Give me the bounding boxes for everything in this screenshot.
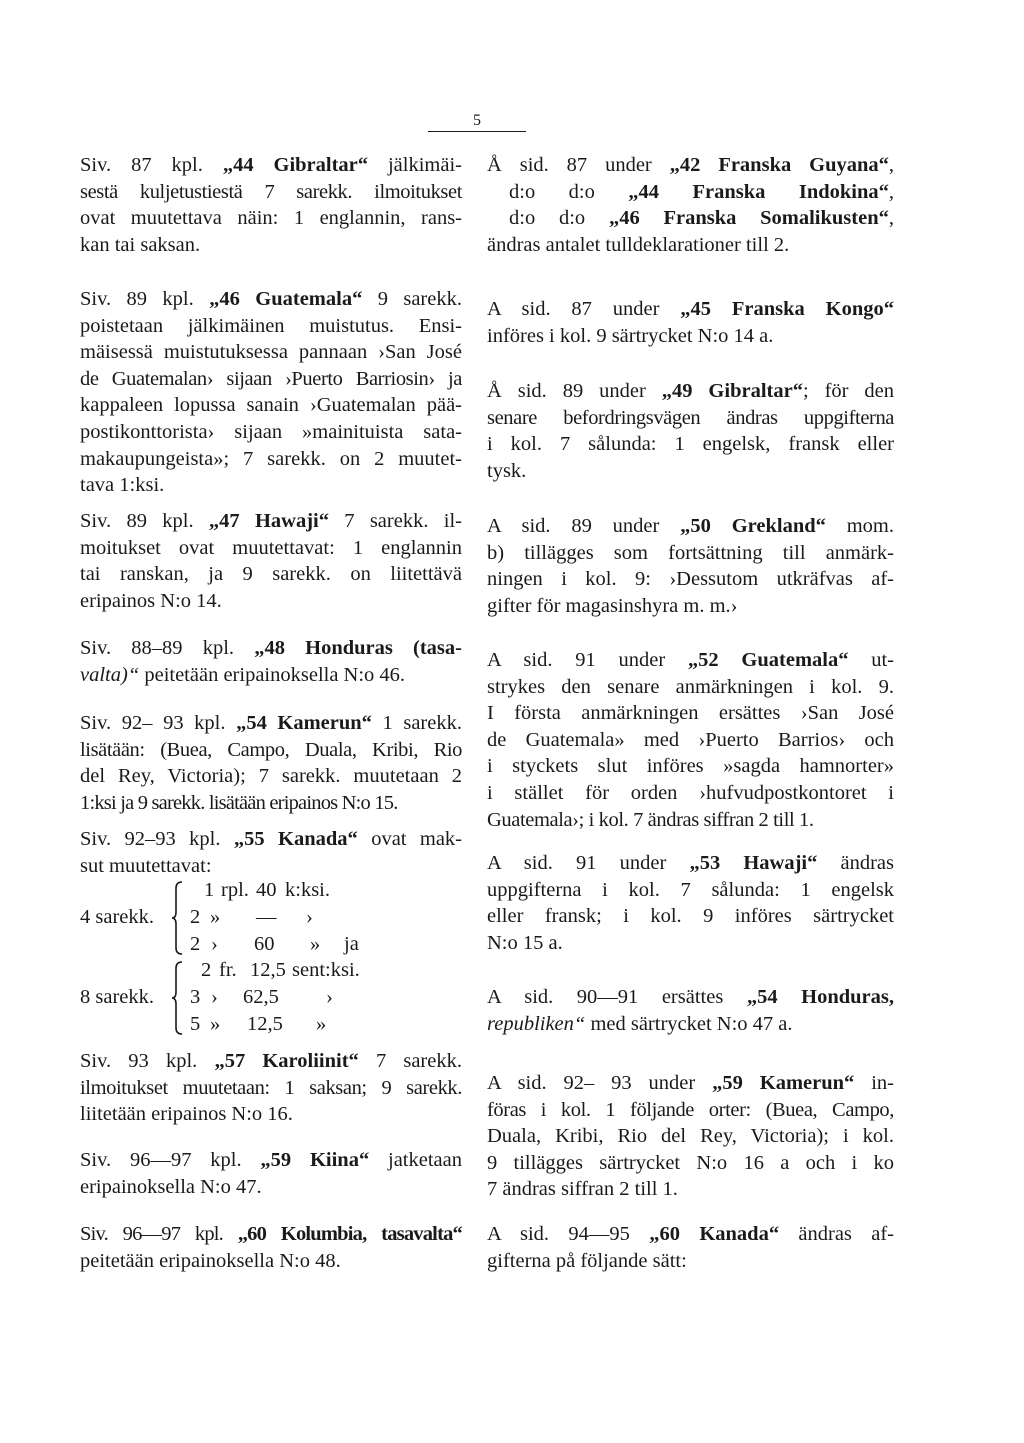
text-line: [487, 850, 894, 877]
text-span: postikonttorista› sijaan »mainituista sata-: [80, 420, 462, 443]
text-line: [80, 313, 462, 340]
text-line: [487, 1176, 894, 1203]
text-line: [487, 513, 894, 540]
text-span: republiken“ med särtrycket N:o 47 a.: [487, 1012, 793, 1035]
text-span: tai ranskan, ja 9 sarekk. on liitettävä: [80, 563, 462, 586]
table-cell: »: [310, 933, 321, 955]
text-line: [80, 508, 462, 535]
text-span: A sid. 89 under „50 Grekland“ mom.: [487, 515, 895, 537]
text-line: [487, 753, 894, 780]
table-cell: »: [210, 906, 221, 928]
text-span: kappaleen lopussa sanain ›Guatemalan pää-: [80, 394, 462, 417]
table-cell: »: [316, 1013, 327, 1035]
text-span: valta)“ peitetään eripainoksella N:o 46.: [80, 663, 406, 686]
text-span: Duala, Kribi, Rio del Rey, Victoria); i kol.: [487, 1125, 894, 1148]
table-cell: 40: [256, 879, 277, 901]
text-line: [487, 540, 894, 567]
text-span: N:o 15 a.: [487, 931, 563, 954]
table-cell: 12,5: [250, 959, 286, 981]
item-title: „54 Kamerun“: [236, 712, 372, 734]
text-span: senare befordringsvägen ändras uppgifterna: [487, 406, 894, 429]
text-line: [80, 710, 462, 737]
text-span: eripainos N:o 14.: [80, 589, 222, 612]
text-line: [487, 930, 894, 957]
text-span: Siv. 88–89 kpl. „48 Honduras (tasa-: [80, 637, 462, 659]
item-title: „60 Kolumbia, tasavalta“: [237, 1223, 462, 1245]
text-line: [80, 152, 462, 179]
text-span: ovat muutettava näin: 1 englannin, rans-: [80, 207, 462, 230]
item-title: „49 Gibraltar“: [661, 380, 803, 402]
item-title: „59 Kiina“: [260, 1149, 370, 1171]
text-line: [487, 647, 894, 674]
table-cell: »: [210, 1013, 221, 1035]
text-line: [80, 662, 462, 689]
text-line: [80, 561, 462, 588]
entry-kanada-sv: [487, 1221, 894, 1274]
text-span: föras i kol. 1 följande orter: (Buea, Campo,: [487, 1098, 894, 1121]
page-number: 5: [473, 112, 481, 129]
text-span: Siv. 93 kpl. „57 Karoliinit“ 7 sarekk.: [80, 1050, 462, 1072]
text-span: uppgifterna i kol. 7 sålunda: 1 engelsk: [487, 878, 894, 901]
text-line: [487, 700, 894, 727]
text-line: [80, 179, 462, 206]
text-span: del Rey, Victoria); 7 sarekk. muutetaan 2: [80, 765, 462, 788]
entry-kongo-sv: [487, 296, 894, 349]
table-cell: 62,5: [243, 986, 279, 1008]
text-span: d:o d:o „46 Franska Somalikusten“,: [509, 207, 894, 230]
table-cell: 2: [190, 906, 201, 928]
table-cell: 12,5: [247, 1013, 283, 1035]
text-line: [80, 232, 462, 259]
entry-kolumbia-fi: [80, 1221, 462, 1274]
table-cell: 5: [190, 1013, 201, 1035]
table-cell: ›: [211, 986, 218, 1008]
text-span: ilmoitukset muutetaan: 1 saksan; 9 sarekk.: [80, 1076, 462, 1099]
text-span: i styckets slut införes »sagda hamnorter»: [487, 755, 894, 778]
text-line: [80, 737, 462, 764]
text-line: [487, 179, 894, 206]
text-span: liitetään eripainos N:o 16.: [80, 1103, 293, 1126]
text-span: moitukset ovat muutettavat: 1 englannin: [80, 536, 462, 559]
text-line: [487, 232, 894, 259]
text-line: [487, 1248, 894, 1275]
text-line: [80, 763, 462, 790]
table-cell: ja: [344, 933, 359, 955]
text-line: [80, 446, 462, 473]
italic-text: republiken“: [487, 1012, 586, 1035]
item-title: „50 Grekland“: [680, 515, 826, 537]
text-line: [487, 323, 894, 350]
text-span: Siv. 89 kpl. „46 Guatemala“ 9 sarekk.: [80, 288, 462, 310]
text-line: [487, 296, 894, 323]
text-line: [80, 419, 462, 446]
text-span: de Guatemala» med ›Puerto Barrios› och: [487, 728, 894, 751]
text-line: [80, 392, 462, 419]
text-line: [487, 405, 894, 432]
table-cell: 2: [201, 959, 212, 981]
text-span: de Guatemalan› sijaan ›Puerto Barriosin› ja: [80, 367, 462, 390]
item-title: „47 Hawaji“: [208, 510, 329, 532]
text-span: Å sid. 89 under „49 Gibraltar“; för den: [487, 380, 895, 402]
text-line: [80, 1101, 462, 1128]
text-span: peitetään eripainoksella N:o 48.: [80, 1249, 341, 1272]
text-line: [80, 472, 462, 499]
entry-honduras-sv: [487, 984, 894, 1037]
item-title: „52 Guatemala“: [687, 649, 849, 671]
text-line: [487, 205, 894, 232]
text-line: [80, 1174, 462, 1201]
text-span: Siv. 92–93 kpl. „55 Kanada“ ovat mak-: [80, 828, 462, 850]
entry-kamerun-fi: [80, 710, 462, 816]
item-title: „48 Honduras (tasa-: [254, 637, 462, 659]
table-cell: 1: [204, 879, 215, 901]
text-line: [487, 984, 894, 1011]
text-span: b) tillägges som fortsättning till anmärk-: [487, 541, 894, 564]
table-cell: ›: [211, 933, 218, 955]
text-span: gifter för magasinshyra m. m.›: [487, 594, 738, 617]
text-span: A sid. 87 under „45 Franska Kongo“: [487, 298, 894, 320]
entry-karoliinit-fi: [80, 1048, 462, 1128]
item-title: „46 Franska Somalikusten“: [608, 207, 889, 230]
text-line: [80, 1048, 462, 1075]
table-cell: ›: [306, 906, 313, 928]
text-line: [487, 1097, 894, 1124]
text-line: [80, 1075, 462, 1102]
text-line: [80, 286, 462, 313]
text-line: [80, 790, 462, 817]
text-line: [487, 378, 894, 405]
text-line: [80, 853, 462, 880]
table-cell: ›: [326, 986, 333, 1008]
entry-gibraltar-sv: [487, 378, 894, 484]
text-line: [487, 903, 894, 930]
text-line: [487, 458, 894, 485]
item-title: „44 Gibraltar“: [222, 154, 369, 176]
group-label-4: 4 sarekk.: [80, 906, 155, 928]
text-line: [487, 566, 894, 593]
text-line: [487, 877, 894, 904]
text-line: [487, 1070, 894, 1097]
text-line: [487, 1123, 894, 1150]
text-span: Siv. 89 kpl. „47 Hawaji“ 7 sarekk. il-: [80, 510, 462, 532]
text-span: A sid. 91 under „53 Hawaji“ ändras: [487, 852, 894, 874]
text-span: poistetaan jälkimäinen muistutus. Ensi-: [80, 314, 462, 337]
text-line: [487, 1150, 894, 1177]
text-line: [487, 1011, 894, 1038]
entry-kanada-fi: [80, 826, 462, 879]
table-cell: sent:ksi.: [292, 959, 360, 981]
text-span: A sid. 90—91 ersättes „54 Honduras,: [487, 986, 894, 1008]
text-line: [487, 1221, 894, 1248]
item-title: „44 Franska Indokina“: [628, 180, 889, 203]
text-line: [487, 727, 894, 754]
table-cell: k:ksi.: [285, 879, 330, 901]
item-title: „45 Franska Kongo“: [680, 298, 894, 320]
text-span: d:o d:o „44 Franska Indokina“,: [509, 180, 894, 203]
entry-gibraltar-fi: [80, 152, 462, 258]
text-span: A sid. 92– 93 under „59 Kamerun“ in-: [487, 1072, 894, 1094]
text-span: A sid. 91 under „52 Guatemala“ ut-: [487, 649, 895, 671]
text-span: i stället för orden ›hufvudpostkontoret i: [487, 781, 894, 804]
text-line: [487, 807, 894, 834]
brace-icon: [172, 960, 184, 1036]
text-line: [487, 152, 894, 179]
text-span: makaupungeista»; 7 sarekk. on 2 muutet-: [80, 447, 462, 470]
item-title: „57 Karoliinit“: [214, 1050, 359, 1072]
text-span: tysk.: [487, 459, 527, 482]
text-line: [80, 1147, 462, 1174]
item-title: „53 Hawaji“: [689, 852, 818, 874]
entry-franska-sv: [487, 152, 894, 258]
italic-text: valta)“: [80, 663, 140, 686]
text-span: Siv. 87 kpl. „44 Gibraltar“ jälkimäi-: [80, 154, 462, 176]
text-span: gifterna på följande sätt:: [487, 1249, 687, 1272]
table-cell: —: [256, 906, 277, 928]
item-title: „60 Kanada“: [649, 1223, 780, 1245]
entry-guatemala-sv: [487, 647, 894, 833]
text-span: sut muutettavat:: [80, 854, 212, 877]
text-span: Siv. 92– 93 kpl. „54 Kamerun“ 1 sarekk.: [80, 712, 462, 734]
text-span: ningen i kol. 9: ›Dessutom utkräfvas af-: [487, 568, 894, 591]
text-span: strykes den senare anmärkningen i kol. 9.: [487, 675, 894, 698]
table-cell: 3: [190, 986, 201, 1008]
item-title: „46 Guatemala“: [209, 288, 363, 310]
entry-kiina-fi: [80, 1147, 462, 1200]
text-span: Siv. 96—97 kpl. „59 Kiina“ jatketaan: [80, 1149, 462, 1171]
text-line: [487, 674, 894, 701]
text-span: Å sid. 87 under „42 Franska Guyana“,: [487, 154, 894, 176]
text-line: [80, 205, 462, 232]
text-line: [80, 1221, 462, 1248]
text-span: 1:ksi ja 9 sarekk. lisätään eripainos N:o 15.: [80, 791, 398, 814]
table-cell: fr.: [219, 959, 237, 981]
text-span: eripainoksella N:o 47.: [80, 1175, 262, 1198]
text-span: I första anmärkningen ersättes ›San José: [487, 702, 894, 725]
item-title: „55 Kanada“: [233, 828, 358, 850]
item-title: „59 Kamerun“: [712, 1072, 855, 1094]
text-span: sestä kuljetustiestä 7 sarekk. ilmoitukset: [80, 180, 462, 203]
text-line: [80, 366, 462, 393]
text-line: [487, 431, 894, 458]
brace-icon: [172, 880, 184, 956]
item-title: „42 Franska Guyana“: [669, 154, 889, 176]
text-line: [80, 339, 462, 366]
text-span: 7 ändras siffran 2 till 1.: [487, 1178, 678, 1201]
text-span: tava 1:ksi.: [80, 474, 165, 497]
text-span: 9 tillägges särtrycket N:o 16 a och i ko: [487, 1151, 894, 1174]
item-title: „54 Honduras,: [746, 986, 894, 1008]
entry-guatemala-fi: [80, 286, 462, 499]
text-line: [80, 1248, 462, 1275]
text-line: [487, 780, 894, 807]
text-span: Siv. 96—97 kpl. „60 Kolumbia, tasavalta“: [80, 1223, 462, 1245]
table-cell: 2: [190, 933, 201, 955]
text-line: [80, 588, 462, 615]
group-label-8: 8 sarekk.: [80, 986, 155, 1008]
entry-honduras-fi: [80, 635, 462, 688]
table-cell: rpl.: [221, 879, 249, 901]
text-line: [80, 826, 462, 853]
text-span: ändras antalet tulldeklarationer till 2.: [487, 233, 790, 256]
text-line: [80, 535, 462, 562]
text-span: A sid. 94—95 „60 Kanada“ ändras af-: [487, 1223, 894, 1245]
entry-grekland-sv: [487, 513, 894, 619]
entry-hawaji-fi: [80, 508, 462, 614]
text-span: införes i kol. 9 särtrycket N:o 14 a.: [487, 324, 774, 347]
text-span: Guatemala›; i kol. 7 ändras siffran 2 till 1.: [487, 808, 814, 831]
entry-kamerun-sv: [487, 1070, 894, 1203]
text-span: kan tai saksan.: [80, 233, 201, 256]
text-line: [80, 635, 462, 662]
entry-hawaji-sv: [487, 850, 894, 956]
text-line: [487, 593, 894, 620]
table-cell: 60: [254, 933, 275, 955]
text-span: lisätään: (Buea, Campo, Duala, Kribi, Rio: [80, 738, 462, 761]
header-rule: [428, 131, 526, 132]
text-span: i kol. 7 sålunda: 1 engelsk, fransk eller: [487, 433, 894, 456]
text-span: eller fransk; i kol. 9 införes särtrycket: [487, 905, 894, 928]
text-span: mäisessä muistutuksessa pannaan ›San José: [80, 341, 462, 364]
